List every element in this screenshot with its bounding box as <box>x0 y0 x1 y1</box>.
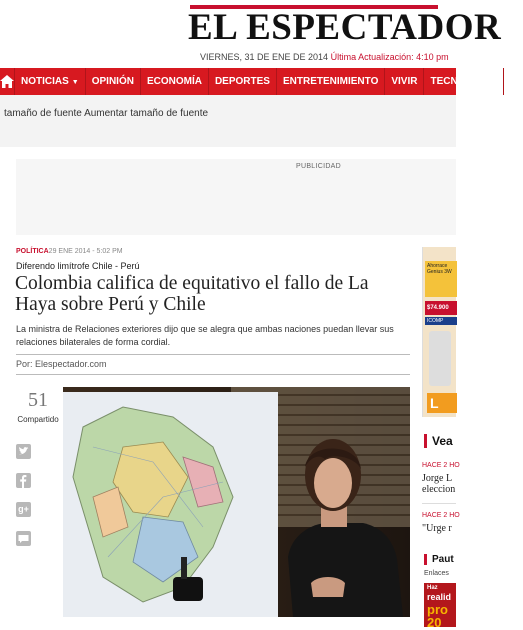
font-size-controls[interactable]: tamaño de fuente Aumentar tamaño de fuente <box>4 108 209 119</box>
nav-item-deportes[interactable]: DEPORTES <box>209 68 277 95</box>
sidebar-item-link[interactable]: Jorge L <box>422 473 453 484</box>
share-label: Compartido <box>17 415 59 424</box>
ad-label: PUBLICIDAD <box>296 163 342 170</box>
sidebar-ad[interactable] <box>422 247 456 417</box>
sidebar-ad-2[interactable] <box>424 583 456 630</box>
sidebar-ad2-line: realid <box>427 592 452 602</box>
nav-item-overflow[interactable]: E <box>510 76 517 87</box>
font-size-bar <box>0 95 456 147</box>
nav-item-tecnologia[interactable]: TECNOLOGÍA <box>424 68 504 95</box>
sidebar-item-link-cont[interactable]: eleccion <box>422 484 456 495</box>
article-kicker <box>16 248 123 255</box>
article-byline: Por: Elespectador.com <box>16 359 107 369</box>
nav-item-noticias[interactable] <box>15 68 86 95</box>
article-timestamp: 29 ENE 2014 - 5:02 PM <box>48 248 123 255</box>
masthead <box>0 0 502 68</box>
last-update-text: Última Actualización: 4:10 pm <box>330 52 449 62</box>
sidebar-ad-text <box>427 263 452 275</box>
sidebar-item-time: HACE 2 HO <box>422 512 460 519</box>
share-count: 51 <box>28 389 48 411</box>
sidebar-ad-product-image <box>429 331 451 386</box>
divider <box>16 354 410 355</box>
nav-item-opinion[interactable]: OPINIÓN <box>86 68 141 95</box>
nav-item-entretenimiento[interactable]: ENTRETENIMIENTO <box>277 68 385 95</box>
sidebar-ad-line: Ahorrace <box>427 263 448 269</box>
sidebar-item-time: HACE 2 HO <box>422 462 460 469</box>
googleplus-icon[interactable] <box>16 502 31 517</box>
sidebar-ad2-line: Haz <box>427 585 438 591</box>
sidebar-sponsored-title: Paut <box>424 554 454 565</box>
article-photo-illustration <box>63 387 410 617</box>
chevron-down-icon: ▼ <box>71 79 79 86</box>
dateline <box>200 52 449 62</box>
sidebar-ad2-line: 20 <box>427 615 442 630</box>
nav-item-economia[interactable]: ECONOMÍA <box>141 68 209 95</box>
ad-banner[interactable] <box>16 159 456 235</box>
sidebar-section-title: Vea <box>424 434 453 448</box>
site-logo[interactable]: EL ESPECTADOR <box>188 7 502 48</box>
sidebar-ad2-line: pro <box>427 602 448 617</box>
comment-icon[interactable] <box>16 531 31 546</box>
sidebar-item-link[interactable]: "Urge r <box>422 523 452 534</box>
nav-item-label: NOTICIAS <box>21 76 69 87</box>
article-subhead: Diferendo limítrofe Chile - Perú <box>16 261 140 271</box>
sidebar-sponsored-sub: Enlaces <box>424 570 449 577</box>
article-photo[interactable] <box>63 387 410 617</box>
googleplus-glyph: g+ <box>18 504 29 514</box>
sidebar-ad-line: Genius 3W <box>427 269 452 275</box>
section-link[interactable]: POLÍTICA <box>16 248 49 255</box>
nav-item-vivir[interactable]: VIVIR <box>385 68 424 95</box>
twitter-icon[interactable] <box>16 444 31 459</box>
sidebar-ad-tag: ICOMP <box>425 317 457 325</box>
divider <box>16 374 410 375</box>
article-headline: Colombia califica de equitativo el fallo de La Haya sobre Perú y Chile <box>15 273 369 315</box>
main-nav <box>0 68 517 95</box>
date-text: VIERNES, 31 DE ENE DE 2014 <box>200 52 329 62</box>
home-icon <box>0 75 14 88</box>
divider <box>422 503 456 504</box>
facebook-icon[interactable] <box>16 473 31 488</box>
sidebar-ad-price: $74.900 <box>425 301 457 315</box>
article-lead: La ministra de Relaciones exteriores dijo que se alegra que ambas naciones puedan llevar sus relaciones bilaterales de forma cordial. <box>16 324 394 347</box>
sidebar-ad-badge: L <box>427 393 457 413</box>
nav-home-button[interactable] <box>0 68 15 95</box>
